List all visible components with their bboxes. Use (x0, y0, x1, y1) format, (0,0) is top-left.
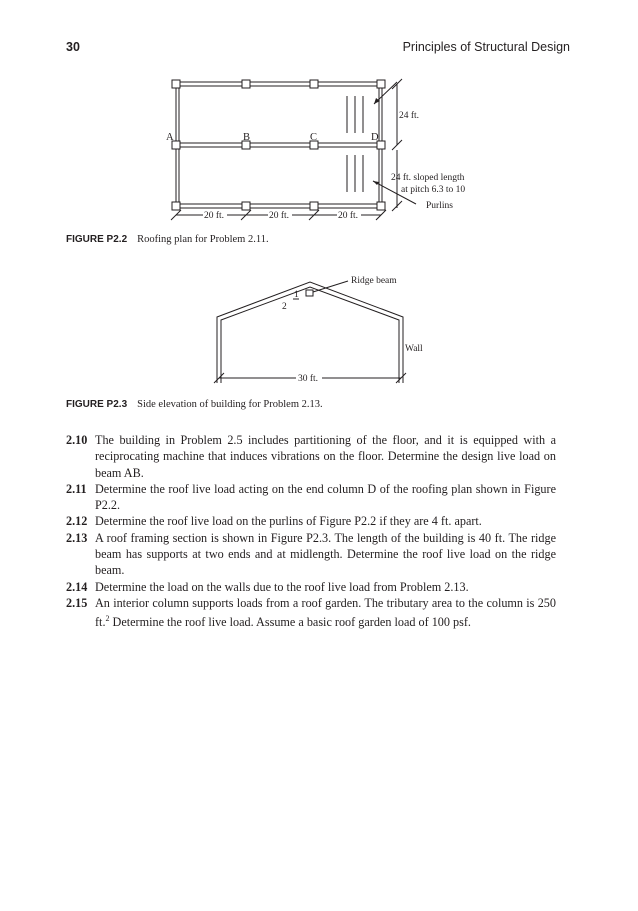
problem-number: 2.10 (66, 433, 88, 447)
problem-number: 2.13 (66, 530, 88, 545)
label-sloped-length: 24 ft. sloped length (391, 173, 465, 183)
column (377, 202, 385, 210)
superscript: 2 (105, 614, 110, 624)
column (242, 202, 250, 210)
column (377, 80, 385, 88)
figure-p2-2-caption (66, 234, 269, 245)
caption-text: Side elevation of building for Problem 2.13. (137, 399, 323, 410)
page-header (66, 40, 570, 56)
building-outline-inner (221, 287, 399, 383)
column (310, 80, 318, 88)
label-24ft: 24 ft. (399, 111, 420, 121)
arrowhead (373, 181, 379, 185)
problem-text: Determine the load on the walls due to the roof live load from Problem 2.13. (95, 579, 469, 594)
caption-label: FIGURE P2.2 (66, 234, 128, 245)
label-slope-rise: 1 (294, 290, 299, 300)
column (172, 202, 180, 210)
caption-label: FIGURE P2.3 (66, 399, 128, 410)
label-a: A (166, 132, 174, 143)
column (242, 80, 250, 88)
running-title: Principles of Structural Design (402, 40, 570, 54)
label-d: D (371, 132, 379, 143)
label-span-2: 20 ft. (269, 211, 290, 221)
problem-text: An interior column supports loads from a roof garden. The tributary area to the column is 250 ft. (95, 595, 556, 630)
problem-number: 2.14 (66, 579, 88, 594)
column (172, 80, 180, 88)
label-span-3: 20 ft. (338, 211, 359, 221)
problem-2-14 (66, 579, 556, 595)
label-span-1: 20 ft. (204, 211, 225, 221)
problem-text: A roof framing section is shown in Figure P2.3. The length of the building is 40 ft. The ridge beam has supports at two ends and at midlength. Determine the roof live load on the ridge beam. (95, 530, 556, 578)
problem-number: 2.15 (66, 595, 88, 610)
leader-line (313, 281, 348, 292)
problem-text: Determine the roof live load on the purlins of Figure P2.2 if they are 4 ft. apart. (95, 514, 482, 529)
label-purlins: Purlins (426, 201, 453, 211)
figure-p2-2-roofing-plan (0, 70, 638, 230)
problem-2-13 (66, 530, 556, 579)
label-slope-run: 2 (282, 302, 287, 312)
column (310, 202, 318, 210)
problem-number: 2.12 (66, 514, 88, 529)
problem-2-10 (66, 432, 556, 481)
label-width-30ft: 30 ft. (298, 374, 319, 384)
building-outline-outer (217, 282, 403, 383)
problem-number: 2.11 (66, 481, 87, 496)
label-ridge-beam: Ridge beam (351, 276, 397, 286)
label-b: B (243, 132, 251, 143)
page-number: 30 (66, 40, 80, 54)
problem-text: The building in Problem 2.5 includes partitioning of the floor, and it is equipped with a reciprocating machine that induces vibrations on the floor. Determine the design live load on beam AB. (95, 433, 556, 480)
problem-2-15 (66, 595, 556, 631)
problem-text-continued: Determine the roof live load. Assume a basic roof garden load of 100 psf. (109, 615, 471, 630)
problem-list (66, 432, 556, 631)
label-pitch: at pitch 6.3 to 10 (401, 185, 466, 195)
problem-2-11 (66, 481, 556, 514)
label-wall: Wall (405, 344, 423, 354)
label-c: C (310, 132, 318, 143)
figure-p2-3-side-elevation (0, 270, 638, 390)
problem-text: Determine the roof live load acting on the end column D of the roofing plan shown in Figure P2.2. (95, 481, 556, 513)
problem-2-12 (66, 513, 556, 529)
ridge-beam (306, 290, 313, 296)
caption-text: Roofing plan for Problem 2.11. (137, 234, 269, 245)
figure-p2-3-caption (66, 399, 323, 410)
